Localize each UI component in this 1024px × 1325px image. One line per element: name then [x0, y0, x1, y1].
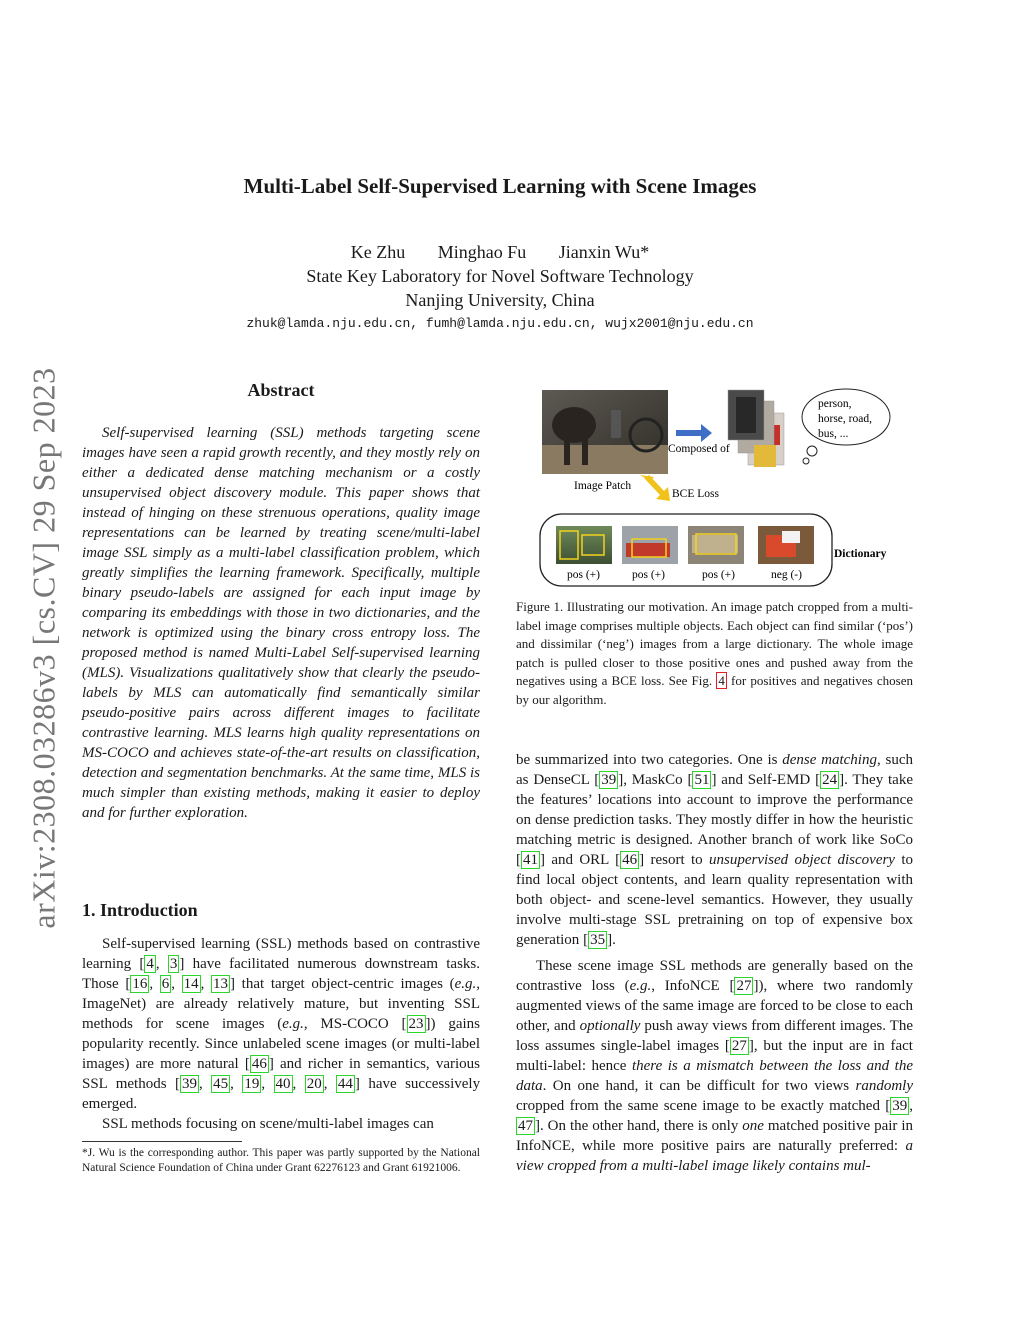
abstract-heading: Abstract [247, 380, 315, 400]
affiliation-lab: State Key Laboratory for Novel Software Technology [306, 266, 694, 286]
author-list [0, 242, 1000, 263]
image-patch-label: Image Patch [574, 480, 632, 492]
cloud-label-line: horse, road, [818, 413, 872, 425]
citation-link[interactable]: 3 [169, 956, 178, 972]
intro-paragraph: Self-supervised learning (SSL) methods based on contrastive learning [ 4 , 3 ] have facilitated numerous downstream tasks. Those [ 16 , 6 , 14 , 13 ] that target object-centric images (e.g., ImageNet) are already relatively mature, but inventing SSL methods for scene images (e.g., MS-COCO [ 23 ]) gains popularity recently. Since unlabeled scene images (or multi-label images) are more natural [ 46 ] and richer in semantics, various SSL methods [ 39 , 45 , 19 , 40 , 20 , 44 ] have successively emerged. [82, 936, 481, 1112]
figure-link[interactable]: 4 [718, 673, 725, 688]
label-thought-cloud [802, 389, 890, 464]
citation-link[interactable]: 27 [731, 1038, 747, 1054]
abstract-text: Self-supervised learning (SSL) methods targeting scene images have seen a rapid growth recently, and they mostly rely on either a dedicated dense matching mechanism or a costly unsupervised object discovery module. This paper shows that instead of hinging on these strenuous operations, quality image representations can be learned by treating scene/multi-label image SSL simply as a multi-label classification problem, which greatly simplifies the learning framework. Specifically, multiple binary pseudo-labels are assigned for each input image by comparing its embeddings with those in two dictionaries, and the network is optimized using the binary cross entropy loss. The proposed method is named Multi-Label Self-supervised learning (MLS). Visualizations qualitatively show that clearly the pseudo-labels by MLS can automatically find semantically similar pseudo-positive pairs across different images to facilitate contrastive learning. MLS learns high quality representations on MS-COCO and achieves state-of-the-art results on classification, detection and segmentation benchmarks. At the same time, MLS is much simpler than existing methods, making it easier to deploy and for further exploration. [82, 425, 480, 821]
citation-link[interactable]: 51 [694, 772, 710, 788]
citation-link[interactable]: 46 [622, 852, 638, 868]
author-emails: zhuk@lamda.nju.edu.cn, fumh@lamda.nju.edu.cn, wujx2001@nju.edu.cn [246, 316, 754, 331]
footnote: *J. Wu is the corresponding author. This paper was partly supported by the National Natural Science Foundation of China under Grant 62276123 and Grant 61921006. [82, 1147, 480, 1174]
dictionary-label: Dictionary [834, 548, 887, 560]
citation-link[interactable]: 41 [523, 852, 538, 868]
citation-link[interactable]: 14 [183, 976, 199, 992]
composed-of-label: Composed of [668, 443, 730, 455]
bce-loss-label: BCE Loss [672, 488, 719, 500]
introduction-body [82, 934, 480, 1134]
citation-link[interactable]: 13 [213, 976, 229, 992]
cloud-label-line: person, [818, 398, 852, 410]
dictionary-item-label: neg (-) [771, 569, 802, 581]
object-crops-stack [728, 390, 784, 467]
section-heading: 1. Introduction [82, 900, 198, 920]
citation-link[interactable]: 23 [408, 1016, 424, 1032]
dictionary-item-label: pos (+) [702, 569, 735, 581]
citation-link[interactable]: 40 [275, 1076, 291, 1092]
body-paragraph: be summarized into two categories. One is dense matching, such as DenseCL [ 39 ], MaskCo [ 51 ] and Self-EMD [ 24 ]. They take the features’ locations into account to improve the performance on dense prediction tasks. They mostly differ in how the heuristic matching metric is designed. Another branch of work like SoCo [ 41 ] and ORL [ 46 ] resort to unsupervised object discovery to find local object contents, and learn quality representation with both object- and scene-level semantics. However, they usually involve multi-stage SSL pretraining on top of expensive box generation [ 35 ]. [516, 752, 913, 948]
dictionary-image-4 [758, 526, 814, 564]
citation-link[interactable]: 24 [822, 772, 838, 788]
dictionary-item-label: pos (+) [567, 569, 600, 581]
right-column-body [516, 750, 913, 1176]
main-scene-photo [542, 390, 668, 474]
dictionary-image-3 [688, 526, 744, 564]
citation-link[interactable]: 39 [892, 1098, 908, 1114]
citation-link[interactable]: 20 [306, 1076, 322, 1092]
citation-link[interactable]: 19 [244, 1076, 260, 1092]
citation-link[interactable]: 35 [590, 932, 606, 948]
author-name: Minghao Fu [437, 242, 527, 262]
citation-link[interactable]: 45 [213, 1076, 229, 1092]
author-name: Ke Zhu [350, 242, 406, 262]
body-paragraph: These scene image SSL methods are generally based on the contrastive loss (e.g., InfoNCE [ 27 ]), where two randomly augmented views of the same image are forced to be close to each other, and optionally push away views from different images. The loss assumes single-label images [ 27 ], but the input are in fact multi-label: hence there is a mismatch between the loss and the data. On one hand, it can be difficult for two views randomly cropped from the same scene image to be exactly matched [ 39 , 47 ]. On the other hand, there is only one matched positive pair in InfoNCE, while more positive pairs are naturally preferred: a view cropped from a multi-label image likely contains mul- [516, 958, 913, 1174]
arrow-icon [676, 424, 712, 442]
intro-paragraph: SSL methods focusing on scene/multi-label images can [102, 1116, 434, 1132]
citation-link[interactable]: 44 [337, 1076, 353, 1092]
author-name: Jianxin Wu* [558, 242, 650, 262]
citation-link[interactable]: 47 [518, 1118, 533, 1134]
cloud-label-line: bus, ... [818, 428, 849, 440]
figure-caption: Figure 1. Illustrating our motivation. An image patch cropped from a multi-label image comprises multiple objects. Each object can find similar (‘pos’) and dissimilar (‘neg’) images from a large dictionary. The whole image patch is pulled closer to those positive ones and pushed away from the negatives using a BCE loss. See Fig. 4 for positives and negatives chosen by our algorithm. [516, 599, 913, 707]
affiliation-university: Nanjing University, China [405, 290, 595, 310]
citation-link[interactable]: 46 [251, 1056, 267, 1072]
dictionary-item-label: pos (+) [632, 569, 665, 581]
citation-link[interactable]: 27 [736, 978, 752, 994]
figure-1 [516, 385, 916, 587]
citation-link[interactable]: 39 [601, 772, 617, 788]
arxiv-identifier: arXiv:2308.03286v3 [cs.CV] 29 Sep 2023 [25, 367, 62, 929]
paper-title: Multi-Label Self-Supervised Learning with Scene Images [243, 174, 757, 198]
citation-link[interactable]: 6 [161, 976, 170, 992]
citation-link[interactable]: 39 [181, 1076, 197, 1092]
dictionary-image-1 [556, 526, 612, 564]
citation-link[interactable]: 16 [132, 976, 148, 992]
footnote-rule [82, 1141, 242, 1142]
dictionary-image-2 [622, 526, 678, 564]
abstract-body [82, 423, 480, 823]
citation-link[interactable]: 4 [146, 956, 154, 972]
